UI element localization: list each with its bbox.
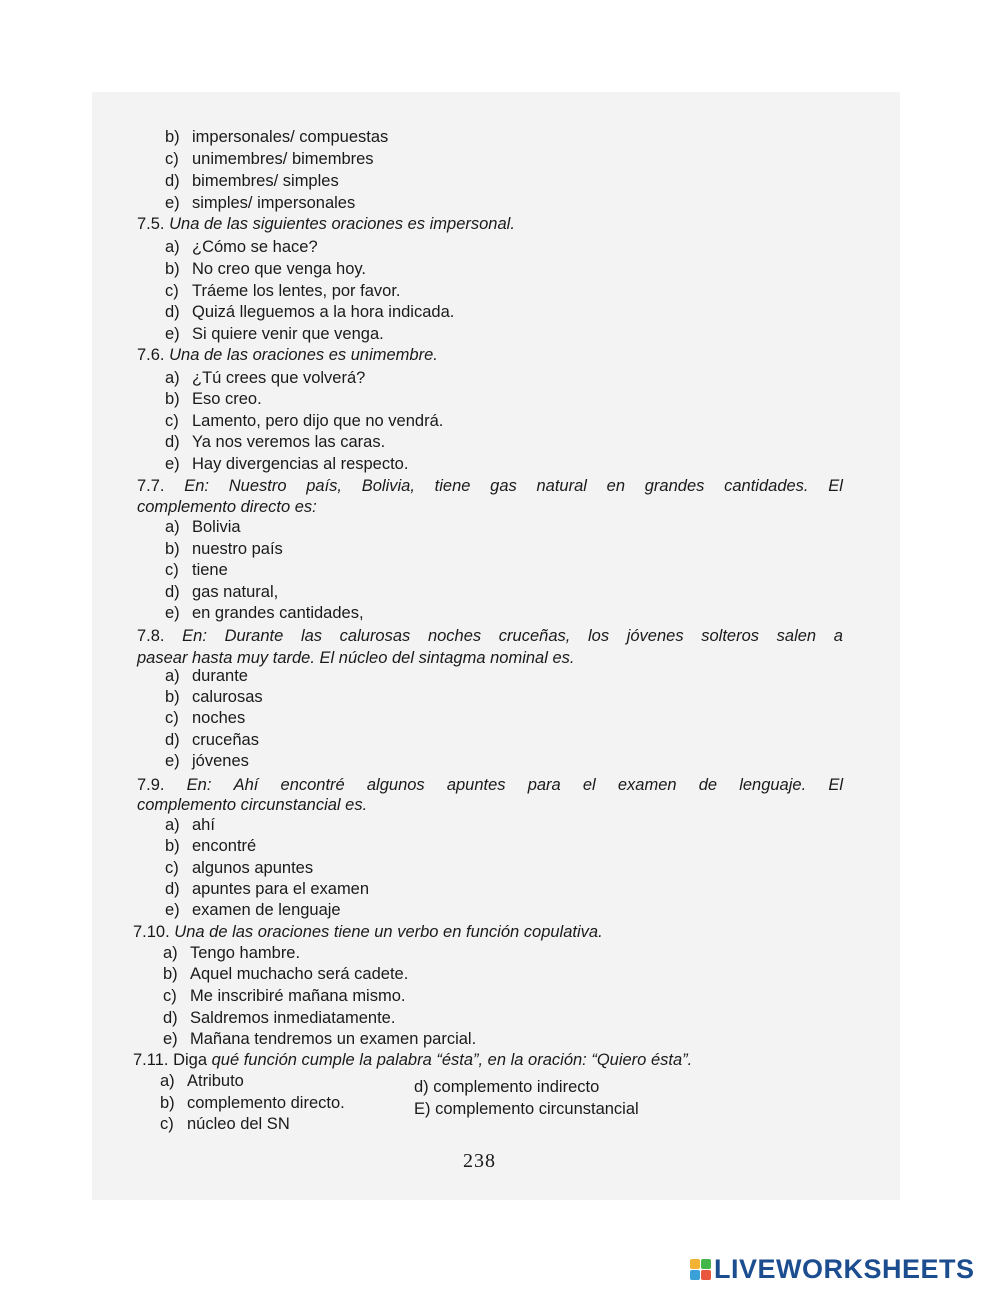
option-a: a) Tengo hambre.	[163, 944, 301, 962]
option-e: e) simples/ impersonales	[165, 194, 356, 212]
question-7-9: 7.9. En: Ahí encontré algunos apuntes para el examen de lenguaje. El	[137, 776, 843, 794]
option-c: c) algunos apuntes	[165, 859, 314, 877]
option-a: a) ahí	[165, 816, 215, 834]
option-d: d) Ya nos veremos las caras.	[165, 433, 386, 451]
option-a: a) ¿Cómo se hace?	[165, 238, 318, 256]
option-e: e) en grandes cantidades,	[165, 604, 364, 622]
logo-grid-icon	[690, 1259, 711, 1280]
option-c: c) noches	[165, 709, 246, 727]
option-b: b) encontré	[165, 837, 257, 855]
page-number: 238	[463, 1150, 496, 1172]
option-d: d) gas natural,	[165, 583, 279, 601]
question-7-6: 7.6. Una de las oraciones es unimembre.	[137, 346, 438, 364]
option-a: a) Bolivia	[165, 518, 241, 536]
question-7-7-continued: complemento directo es:	[137, 498, 317, 516]
option-e: e) examen de lenguaje	[165, 901, 341, 919]
option-d: d) apuntes para el examen	[165, 880, 370, 898]
question-7-9-continued: complemento circunstancial es.	[137, 796, 368, 814]
brand-name: LIVEWORKSHEETS	[714, 1253, 975, 1284]
option-b: b) Aquel muchacho será cadete.	[163, 965, 409, 983]
option-d: d) bimembres/ simples	[165, 172, 339, 190]
option-c: c) tiene	[165, 561, 228, 579]
option-b: b) nuestro país	[165, 540, 283, 558]
option-d: d) Saldremos inmediatamente.	[163, 1009, 396, 1027]
option-e: e) Hay divergencias al respecto.	[165, 455, 409, 473]
option-e: e) jóvenes	[165, 752, 249, 770]
question-7-11: 7.11. Diga qué función cumple la palabra “ésta”, en la oración: “Quiero ésta”.	[133, 1051, 693, 1069]
option-b: b) No creo que venga hoy.	[165, 260, 366, 278]
option-e: e) Mañana tendremos un examen parcial.	[163, 1030, 477, 1048]
option-c: c) Me inscribiré mañana mismo.	[163, 987, 406, 1005]
option-d: d) cruceñas	[165, 731, 259, 749]
option-b: b) complemento directo.	[160, 1094, 345, 1112]
option-d: d) complemento indirecto	[414, 1078, 600, 1096]
option-e: e) Si quiere venir que venga.	[165, 325, 384, 343]
option-b: b) impersonales/ compuestas	[165, 128, 389, 146]
option-b: b) Eso creo.	[165, 390, 262, 408]
question-7-8: 7.8. En: Durante las calurosas noches cruceñas, los jóvenes solteros salen a	[137, 627, 843, 645]
option-a: a) ¿Tú crees que volverá?	[165, 369, 366, 387]
question-7-10: 7.10. Una de las oraciones tiene un verbo en función copulativa.	[133, 923, 603, 941]
option-c: c) Tráeme los lentes, por favor.	[165, 282, 401, 300]
option-c: c) unimembres/ bimembres	[165, 150, 374, 168]
option-b: b) calurosas	[165, 688, 263, 706]
option-e: E) complemento circunstancial	[414, 1100, 639, 1118]
option-c: c) núcleo del SN	[160, 1115, 290, 1133]
option-c: c) Lamento, pero dijo que no vendrá.	[165, 412, 444, 430]
liveworksheets-logo[interactable]	[690, 1253, 975, 1285]
question-7-7: 7.7. En: Nuestro país, Bolivia, tiene gas natural en grandes cantidades. El	[137, 477, 843, 495]
question-7-8-continued: pasear hasta muy tarde. El núcleo del sintagma nominal es.	[137, 649, 575, 667]
question-7-5: 7.5. Una de las siguientes oraciones es impersonal.	[137, 215, 515, 233]
option-a: a) durante	[165, 667, 248, 685]
option-a: a) Atributo	[160, 1072, 244, 1090]
option-d: d) Quizá lleguemos a la hora indicada.	[165, 303, 455, 321]
